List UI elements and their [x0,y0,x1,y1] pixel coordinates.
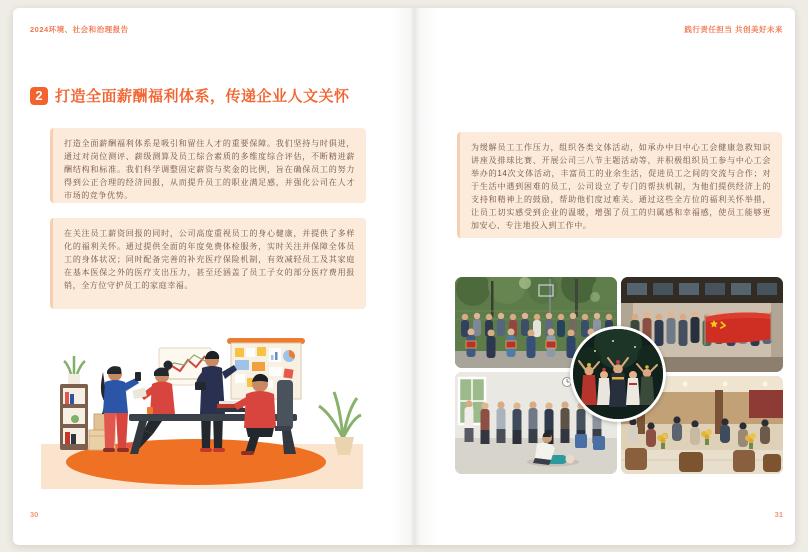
illustration-person-2 [126,361,175,450]
paragraph-box-1: 打造全面薪酬福利体系是吸引和留住人才的重要保障。我们坚持与时俱进，通过对岗位测评、薪级测算及员工综合素质的多维度综合评估，不断精进薪酬结构和标准。我们科学调整固定薪资与奖金的比例，旨在确保员工的努力得到公正合理的经济回报，从而提升员工的职业满足感，并强化公司在人才市场的竞争优势。 [50,128,366,203]
photo-stage-performance [570,326,666,422]
section-heading [30,85,350,106]
office-meeting-illustration [41,322,363,502]
party-flag [705,312,771,345]
header-left: 2024环境、社会和治理报告 [30,25,129,34]
paragraph-box-2: 在关注员工薪资回报的同时，公司高度重视员工的身心健康，并提供了多样化的福利关怀。通过提供全面的年度免费体检服务，实时关注并保障全体员工的身体状况；同时配备完善的补充医疗保险机制，有效减轻员工及其家庭在基本医保之外的医疗支出压力，甚至还涵盖了员工子女的部分医疗费用报销，全方位守护员工的家庭幸福。 [50,218,366,309]
page-number-right: 31 [774,510,783,519]
paragraph-box-3: 为缓解员工工作压力，组织各类文体活动，如承办中日中心工会健康急救知识讲座及排球比赛、开展公司三八节主题活动等，并积极组织员工参与中心工会举办的14次文体活动，丰富员工的业余生活，促进员工之间的交流与合作；对于生活中遇到困难的员工，公司设立了专门的帮扶机制，为他们提供经济上的支持和精神上的鼓励，帮助他们度过难关。通过这些全方位的福利关怀举措，让员工切实感受到企业的温暖，增强了员工的归属感和幸福感，使员工能够更加安心、专注地投入到工作中。 [457,132,782,238]
bulletin-board [227,338,305,399]
header-right: 践行责任担当 共创美好未来 [684,25,783,34]
section-title: 打造全面薪酬福利体系，传递企业人文关怀 [55,88,350,105]
shelf [60,356,88,450]
office-meeting-illustration-svg [41,322,363,502]
report-page-spread [13,8,795,545]
section-number-badge: 2 [30,87,48,105]
photo-collage [455,277,783,474]
page-fold-shadow [391,8,437,545]
page-number-left: 30 [30,510,39,519]
